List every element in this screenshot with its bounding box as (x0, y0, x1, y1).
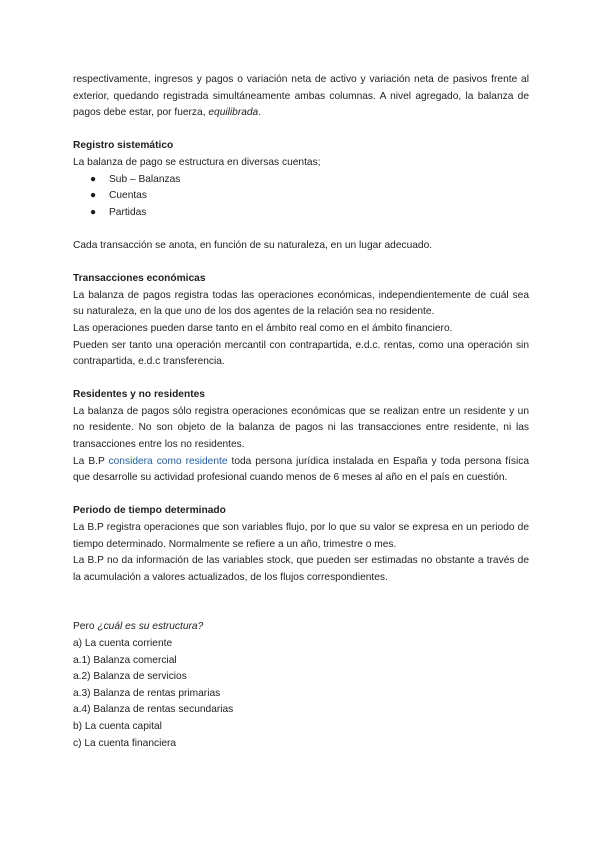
list-item: ● Partidas (73, 205, 529, 222)
periodo-p1: La B.P registra operaciones que son variables flujo, por lo que su valor se expresa en un periodo de tiempo determinado. Normalmente se refiere a un año, trimestre o mes. (73, 522, 529, 550)
estructura-item: a.1) Balanza comercial (73, 654, 177, 666)
residentes-p1: La balanza de pagos sólo registra operaciones económicas que se realizan entre un residente y un no residente. No son objeto de la balanza de pagos ni las transacciones entre residente, ni las transacciones entre los no residentes. (73, 405, 529, 451)
document-page (73, 72, 529, 752)
residentes-p2: La B.P considera como residente toda persona jurídica instalada en España y toda persona física que desarrolle su actividad profesional cuando menos de 6 meses al año en el país en cuestión. (73, 455, 530, 484)
periodo-p2: La B.P no da información de las variables stock, que pueden ser estimadas no obstante a través de la acumulación a valores actualizados, de los flujos correspondientes. (73, 555, 529, 583)
list-item: ● Sub – Balanzas (73, 172, 529, 189)
intro-period: . (258, 107, 262, 119)
transacciones-p1: La balanza de pagos registra todas las operaciones económicas, independientemente de cuál sea su naturaleza, en la que uno de los dos agentes de la relación sea no residente. (73, 289, 529, 318)
transacciones-p3: Pueden ser tanto una operación mercantil con contrapartida, e.d.c. rentas, como una operación sin contrapartida, e.d.c transferencia. (73, 339, 529, 368)
periodo-heading: Periodo de tiempo determinado (73, 505, 226, 517)
intro-paragraph (73, 72, 529, 122)
estructura-item: b) La cuenta capital (73, 720, 162, 732)
residentes-heading: Residentes y no residentes (73, 389, 205, 401)
estructura-item: a.3) Balanza de rentas primarias (73, 687, 221, 699)
transacciones-heading: Transacciones económicas (73, 273, 206, 285)
bullet-icon: ● (90, 206, 97, 218)
intro-text: respectivamente, ingresos y pagos o variación neta de activo y variación neta de pasivos frente al exterior, quedando registrada simultáneamente ambas columnas. A nivel agregado, la balanza de pagos debe estar, por fuerza, (73, 74, 529, 119)
registro-list (73, 172, 529, 222)
registro-heading: Registro sistemático (73, 140, 174, 152)
estructura-item: c) La cuenta financiera (73, 737, 177, 749)
estructura-item: a.4) Balanza de rentas secundarias (73, 704, 234, 716)
estructura-item: a.2) Balanza de servicios (73, 671, 187, 683)
bullet-icon: ● (90, 173, 97, 185)
estructura-lead: Pero ¿cuál es su estructura? (73, 621, 204, 633)
transacciones-p2: Las operaciones pueden darse tanto en el ámbito real como en el ámbito financiero. (73, 322, 453, 334)
estructura-item: a) La cuenta corriente (73, 638, 173, 649)
residente-link[interactable]: considera como residente (108, 455, 228, 467)
intro-emphasis: equilibrada (208, 107, 259, 119)
registro-after: Cada transacción se anota, en función de su naturaleza, en un lugar adecuado. (73, 239, 433, 251)
registro-line: La balanza de pago se estructura en diversas cuentas; (73, 156, 321, 168)
list-item: ● Cuentas (73, 188, 529, 205)
bullet-icon: ● (90, 190, 97, 202)
